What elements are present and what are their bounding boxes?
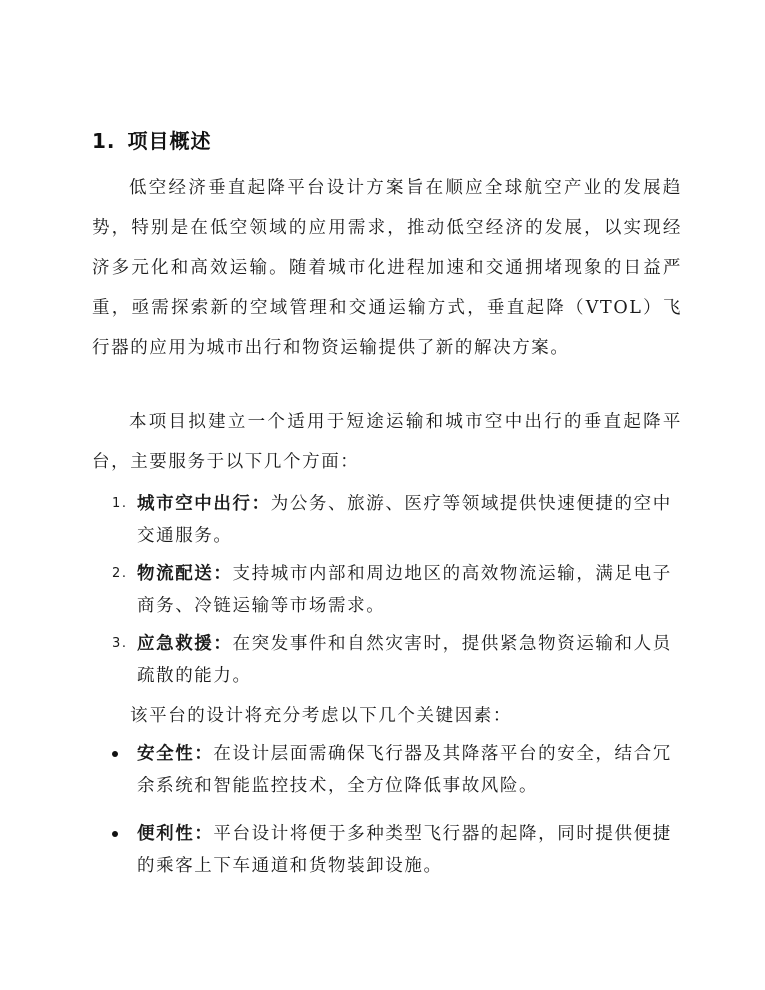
list-term: 城市空中出行: [137, 494, 252, 514]
section-number: 1.: [92, 129, 116, 154]
list-text: 在突发事件和自然灾害时，提供紧急物资运输和人员疏散的能力。: [137, 634, 672, 686]
list-colon: ：: [213, 564, 233, 584]
list-colon: ：: [194, 824, 214, 844]
factors-intro: 该平台的设计将充分考虑以下几个关键因素：: [130, 706, 512, 726]
list-text: 为公务、旅游、医疗等领域提供快速便捷的空中交通服务。: [137, 494, 672, 546]
list-colon: ：: [213, 634, 233, 654]
list-number: 3.: [112, 636, 128, 651]
list-number: 1.: [112, 496, 128, 511]
services-intro-paragraph: 本项目拟建立一个适用于短途运输和城市空中出行的垂直起降平台，主要服务于以下几个方面：: [92, 412, 682, 472]
section-title: 项目概述: [127, 129, 212, 154]
list-item: [92, 488, 682, 552]
list-item: [92, 818, 682, 882]
list-term: 应急救援: [137, 634, 214, 654]
list-term: 便利性: [137, 824, 195, 844]
list-term: 安全性: [137, 744, 195, 764]
bullet-icon: [112, 831, 118, 837]
list-item: [92, 738, 682, 802]
list-text: 平台设计将便于多种类型飞行器的起降，同时提供便捷的乘客上下车通道和货物装卸设施。: [137, 824, 672, 876]
list-number: 2.: [112, 566, 128, 581]
list-term: 物流配送: [137, 564, 214, 584]
section-heading: [92, 125, 212, 154]
list-colon: ：: [194, 744, 214, 764]
overview-paragraph: 低空经济垂直起降平台设计方案旨在顺应全球航空产业的发展趋势，特别是在低空领域的应用需求，推动低空经济的发展，以实现经济多元化和高效运输。随着城市化进程加速和交通拥堵现象的日益严重，亟需探索新的空域管理和交通运输方式，垂直起降（VTOL）飞行器的应用为城市出行和物资运输提供了新的解决方案。: [92, 178, 682, 358]
list-text: 支持城市内部和周边地区的高效物流运输，满足电子商务、冷链运输等市场需求。: [137, 564, 672, 616]
list-colon: ：: [251, 494, 271, 514]
list-item: [92, 558, 682, 622]
factor-list: [92, 738, 682, 898]
service-list: [92, 488, 682, 698]
list-text: 在设计层面需确保飞行器及其降落平台的安全，结合冗余系统和智能监控技术，全方位降低事故风险。: [137, 744, 672, 796]
list-item: [92, 628, 682, 692]
bullet-icon: [112, 751, 118, 757]
